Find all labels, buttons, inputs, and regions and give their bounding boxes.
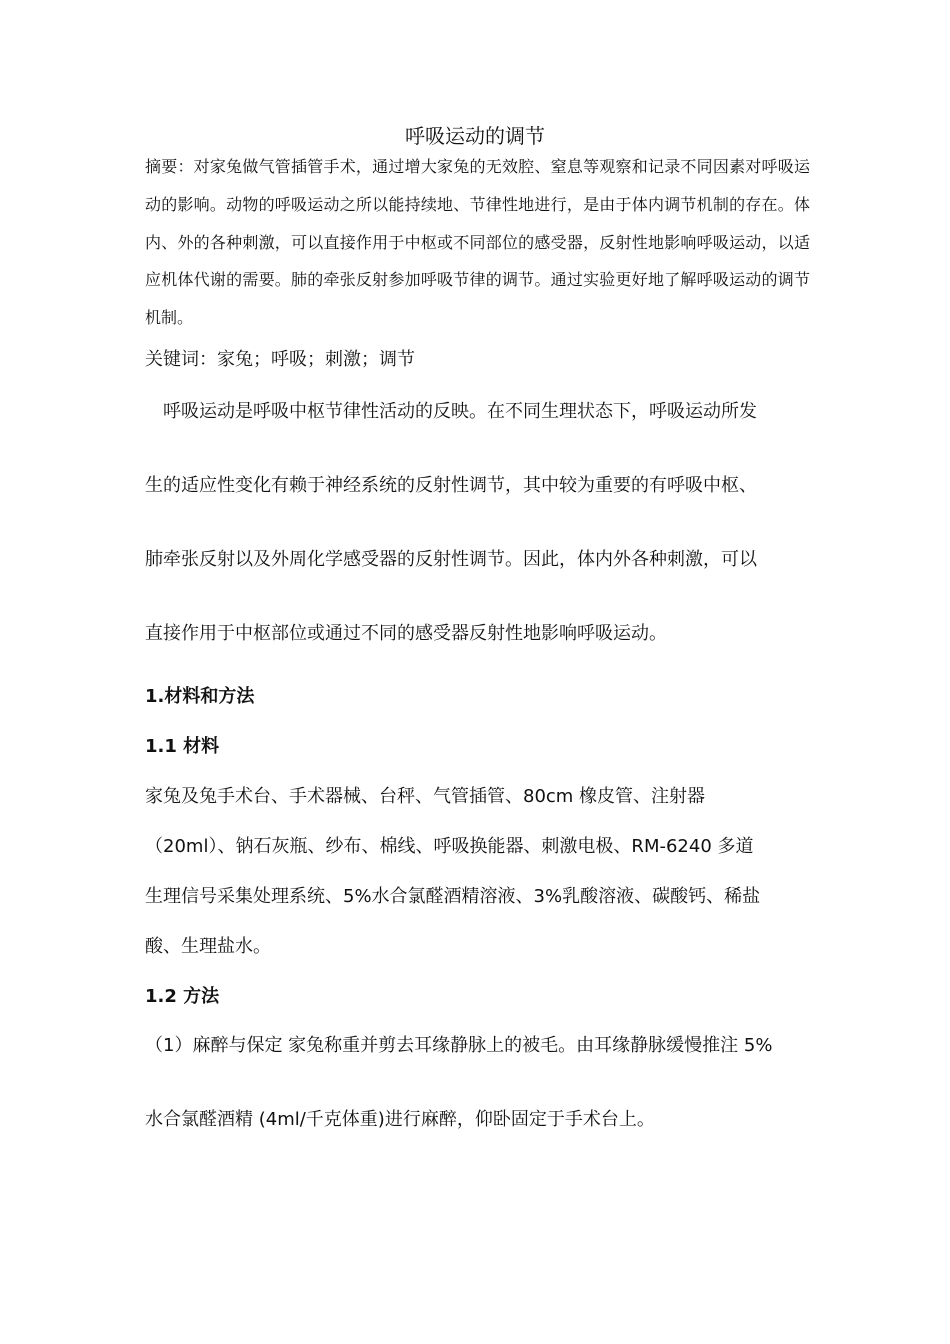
section-heading-methods: 1.2 方法 [145, 986, 220, 1007]
intro-line: 肺牵张反射以及外周化学感受器的反射性调节。因此，体内外各种刺激，可以 [145, 549, 757, 570]
materials-line: 酸、生理盐水。 [145, 936, 271, 957]
intro-line: 直接作用于中枢部位或通过不同的感受器反射性地影响呼吸运动。 [145, 623, 667, 644]
section-heading-materials: 1.1 材料 [145, 736, 220, 757]
materials-line: （20ml）、钠石灰瓶、纱布、棉线、呼吸换能器、刺激电极、RM-6240 多道 [145, 836, 754, 857]
materials-line: 家兔及兔手术台、手术器械、台秤、气管插管、80cm 橡皮管、注射器 [145, 786, 706, 807]
method-line: 水合氯醛酒精 (4ml/千克体重)进行麻醉，仰卧固定于手术台上。 [145, 1109, 655, 1130]
section-heading-materials-methods: 1.材料和方法 [145, 686, 255, 707]
document-title: 呼吸运动的调节 [405, 124, 545, 148]
abstract-paragraph: 摘要：对家兔做气管插管手术，通过增大家兔的无效腔、窒息等观察和记录不同因素对呼吸运动的影响。动物的呼吸运动之所以能持续地、节律性地进行，是由于体内调节机制的存在。体内、外的各种刺激，可以直接作用于中枢或不同部位的感受器，反射性地影响呼吸运动，以适应机体代谢的需要。肺的牵张反射参加呼吸节律的调节。通过实验更好地了解呼吸运动的调节机制。 [145, 157, 810, 328]
intro-line: 生的适应性变化有赖于神经系统的反射性调节，其中较为重要的有呼吸中枢、 [145, 475, 757, 496]
materials-line: 生理信号采集处理系统、5%水合氯醛酒精溶液、3%乳酸溶液、碳酸钙、稀盐 [145, 886, 761, 907]
intro-line: 呼吸运动是呼吸中枢节律性活动的反映。在不同生理状态下，呼吸运动所发 [145, 401, 757, 422]
keywords-line: 关键词：家兔；呼吸；刺激；调节 [145, 349, 415, 370]
method-line: （1）麻醉与保定 家兔称重并剪去耳缘静脉上的被毛。由耳缘静脉缓慢推注 5% [145, 1035, 773, 1056]
